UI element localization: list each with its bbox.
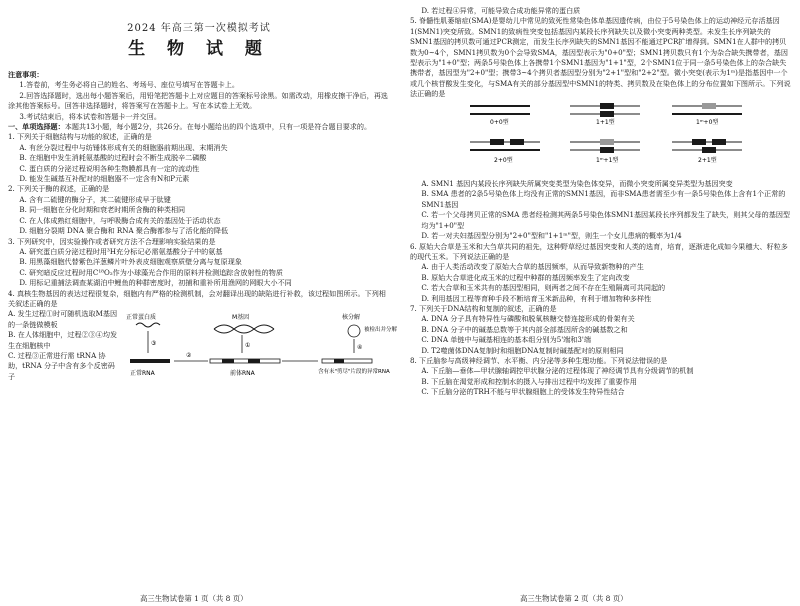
smn1-gene-block	[600, 111, 614, 117]
page-2-footer: 高三生物试卷第 2 页（共 8 页）	[520, 594, 628, 603]
smn1-genotype-diagram	[410, 100, 792, 176]
section-intro	[8, 122, 390, 132]
question-7-option-d: D. T2噬菌体DNA复制时和细胞DNA复制时碱基配对的原则相同	[421, 345, 624, 355]
section-heading: 一、单项选择题：	[8, 122, 65, 132]
question-1-option-d: D. 能发生碱基互补配对的细胞器不一定含有N和P元素	[19, 174, 190, 184]
question-5-option-a: A. SMN1 基因内某段长序列缺失所属突变类型为染色体变异，而微小突变所属变异类型为基因突变	[421, 179, 733, 189]
dna-helix-strand-1	[214, 325, 274, 333]
question-5-option-b: B. SMA 患者的2条5号染色体上均没有正常的SMN1基因，而非SMA患者需至少有一条5号染色体上含有1个正常的SMN1基因	[421, 189, 786, 209]
question-7-option-c: C. DNA 单链中与碱基相连的基本组分别为5'端和3'端	[421, 335, 591, 345]
protein-chain-shape	[136, 323, 160, 327]
genotype-label-1m1: 1ᵐ+1型	[596, 156, 619, 164]
question-5-option-c: C. 若一个父母拷贝正常的SMA 患者经检测其两条5号染色体SMN1基因某段长序列都发生了缺失，则其父母的基因型均为"1+0"型	[421, 210, 791, 230]
genotype-1m1	[570, 139, 640, 164]
question-6-option-b: B. 原始大合草进化成玉米的过程中种群的基因频率发生了定向改变	[421, 272, 630, 282]
diagram-label-normal-protein: 正常蛋白质	[126, 314, 157, 322]
question-3-option-c: C. 研究暗反应过程时用C¹⁸O₂作为小球藻光合作用的原料并检测追踪含放射性的物质	[19, 267, 283, 277]
left-column	[8, 6, 398, 389]
genotype-label-00: 0+0型	[490, 118, 509, 126]
question-3-option-a: A. 研究蛋白质分泌过程时用³H充分标记必需氨基酸分子中的氨基	[19, 246, 223, 256]
notice-item: 1.答卷前，考生务必将自己的姓名、考场号、座位号填写在答题卡上。	[19, 80, 239, 90]
question-1-option-c: C. 蛋白质的分泌过程说明各种生物膜都具有一定的流动性	[19, 163, 200, 173]
question-8-option-b: B. 下丘脑在渴觉形成和控制水的摄入与排出过程中均发挥了重要作用	[421, 376, 637, 386]
dna-helix-strand-2	[214, 325, 274, 333]
diagram-label-normal-rna: 正常RNA	[130, 370, 155, 378]
genotype-00	[470, 106, 530, 126]
genotype-label-1m0: 1ᵐ+0型	[696, 118, 719, 126]
exam-subject: 生 物 试 题	[128, 39, 270, 59]
question-6-option-a: A. 由于人类活动改变了原始大合草的基因频率，从而导致新物种的产生	[421, 262, 644, 272]
question-1-stem: 1. 下列关于细胞结构与功能的叙述，正确的是	[8, 132, 152, 142]
question-3-stem: 3. 下列研究中，因实验操作或者研究方法不合理影响实验结果的是	[8, 236, 216, 246]
section-text: 本题共13小题，每小题2分，共26分。在每小题给出的四个选项中，只有一项是符合题目要求的。	[64, 122, 372, 132]
smn1-gene-block	[692, 139, 706, 145]
genotype-label-11: 1+1型	[596, 118, 615, 126]
diagram-step-3: ③	[151, 340, 157, 348]
nucleus-circle	[348, 325, 360, 337]
smn1-gene-block	[702, 147, 716, 153]
question-8-option-a: A. 下丘脑—垂体—甲状腺轴调控甲状腺分泌的过程体现了神经调节具有分级调节的机制	[421, 366, 694, 376]
question-6-option-d: D. 利用基因工程等育种手段不断培育玉米新品种，有利于增加物种多样性	[421, 293, 652, 303]
diagram-label-abnormal-rna: 含有未"剪尽"片段的异常RNA	[318, 369, 390, 376]
question-8-option-c: C. 下丘脑分泌的TRH不能与甲状腺细胞上的受体发生特异性结合	[421, 387, 625, 397]
question-4-option-d: D. 若过程④异常，可能导致合成功能异常的蛋白质	[421, 6, 581, 15]
pre-rna-exon	[222, 359, 234, 363]
question-6-option-c: C. 若大合草和玉米共有的基因型相同，则两者之间不存在生殖隔离可共同起的	[421, 283, 666, 293]
genotype-21	[672, 139, 742, 164]
diagram-label-pre-rna: 前体RNA	[230, 370, 255, 378]
genotype-label-20: 2+0型	[494, 156, 513, 164]
question-4-block	[8, 309, 398, 389]
smn1-gene-block	[712, 139, 726, 145]
notice-heading: 注意事项：	[8, 70, 44, 79]
diagram-step-4: ④	[357, 344, 363, 352]
abnormal-rna-exon	[334, 359, 344, 363]
genotype-11	[570, 103, 640, 126]
question-5-option-d: D. 若一对夫妇基因型分别为"2+0"型和"1+1ᵐ"型，则生一个女儿患病的概率为1/4	[421, 231, 682, 241]
question-4-option-a: A. 发生过程①时可随机选取M基因的一条链做模板	[8, 309, 118, 329]
pre-rna-bar	[210, 359, 280, 363]
question-4-stem: 4. 真核生物基因的表达过程很复杂，细胞内有严格的检测机制，会对翻译出现的缺陷进行补救，该过程如图所示。下列相关叙述正确的是	[8, 288, 386, 308]
question-5-stem: 5. 脊髓性肌萎缩症(SMA)是婴幼儿中常见的致死性常染色体单基因遗传病，由位于5号染色体上的运动神经元存活基因1(SMN1)突变所致。SMN1的致病性突变包括基因内某段长序列缺失以及微小突变两种类型。未发生长序列缺失的SMN1基因的拷贝数可通过PCR测定，而发生长序列缺失的SMN1基因不能通过PCR扩增得到。SMN1在人群中的拷贝数为0~4个，SMN1拷贝数为0个会导致SMA，基因型表示为"0+0"型；SMN1拷贝数只有1个为杂合缺失携带者，基因型表示为"1+0"型；两条5号染色体上各携带1个SMN1基因为"1+1"型，2个SMN1位于同一条5号染色体上的杂合缺失携带者，基因型为"2+0"型；携带3~4个拷贝者基因型分别为"2+1"型和"2+2"型。微小突变(表示为1ᵐ)是指基因中一个或几个核苷酸发生变化，与SMA有关的部分基因型中SMN1的特类、拷贝数及在染色体上的分布位置如下图所示。下列说法正确的是	[410, 16, 791, 99]
question-4-option-c: C. 过程③正常进行需 tRNA 协助，tRNA 分子中含有多个反密码子	[8, 350, 115, 381]
notice-item: 3.考试结束后，将本试卷和答题卡一并交回。	[19, 111, 161, 121]
question-1-option-b: B. 在细胞中发生消耗氨基酸的过程时会不断生成脱辛二磷酸	[19, 153, 207, 163]
question-2-option-a: A. 含有二硫键的酶分子，其二硫键形成早于肽键	[19, 194, 171, 204]
genotype-label-21: 2+1型	[698, 156, 717, 164]
question-7-option-b: B. DNA 分子中的碱基总数等于其内部全部基因所含的碱基数之和	[421, 324, 628, 334]
smn1-gene-block	[600, 147, 614, 153]
smn1-gene-block	[600, 103, 614, 109]
diagram-step-2: ②	[186, 352, 192, 360]
abnormal-rna-bar	[322, 359, 372, 363]
pre-rna-exon	[248, 359, 260, 363]
smn1-gene-block	[510, 139, 524, 145]
genotype-20	[470, 139, 540, 164]
diagram-step-1: ①	[245, 342, 251, 350]
question-7-option-a: A. DNA 分子具有特异性与磷酸和脱氧核糖交替连接形成的骨架有关	[421, 314, 635, 324]
exam-title: 2024 年高三第一次模拟考试	[127, 23, 271, 34]
smn1-mutant-block	[600, 139, 614, 145]
question-3-option-b: B. 用黑藻细胞代替紫色洋葱鳞片叶外表皮细胞观察质壁分离与复原现象	[19, 257, 242, 267]
notice-item: 2.回答选择题时，选出每小题答案后，用铅笔把答题卡上对应题目的答案标号涂黑。如需改动，用橡皮擦干净后，再选涂其他答案标号。回答非选择题时，将答案写在答题卡上。写在本试卷上无效。	[8, 90, 388, 111]
question-3-option-d: D. 用标记重捕法调查某湖泊中鲤鱼的种群密度时，初捕和重补所用渔网的网眼大小不同	[19, 278, 292, 288]
diagram-label-m-gene: M基因	[232, 314, 250, 322]
genotype-1m0	[672, 103, 742, 126]
smn1-gene-block	[490, 139, 504, 145]
question-4-options	[8, 309, 118, 382]
question-2-option-c: C. 在人体成熟红细胞中，与呼吸酶合成有关的基因处于活动状态	[19, 215, 221, 225]
diagram-label-nucleus: 核分解	[342, 314, 361, 322]
question-4-option-b: B. 在人体细胞中，过程②③④均发生在细胞核中	[8, 330, 118, 350]
question-1-option-a: A. 有丝分裂过程中与纺锤体形成有关的细胞器前期出现、末期消失	[19, 142, 228, 152]
right-column	[410, 6, 792, 398]
normal-rna-bar	[130, 359, 170, 363]
diagram-label-degraded: 被检出并分解	[364, 327, 398, 334]
smn1-mutant-block	[702, 103, 716, 109]
question-7-stem: 7. 下列关于DNA结构和复制的叙述，正确的是	[410, 303, 557, 313]
question-6-stem: 6. 原始大合草是玉米和大刍草共同的祖先，这种野草经过基因突变和人类的选育，培育，逐渐进化成如今果穗大、籽粒多的现代玉米。下列说法正确的是	[410, 241, 788, 261]
question-2-option-b: B. 同一细胞在分化时期和衰老时期所含酶的种类相同	[19, 205, 186, 215]
gene-expression-diagram	[122, 309, 398, 389]
page-1-footer: 高三生物试卷第 1 页（共 8 页）	[140, 594, 248, 603]
question-8-stem: 8. 下丘脑参与高级神经调节、水平衡、内分泌等多种生理功能。下列说法错误的是	[410, 355, 668, 365]
question-2-stem: 2. 下列关于酶的叙述，正确的是	[8, 184, 110, 194]
question-2-option-d: D. 细胞分裂期 DNA 聚合酶和 RNA 聚合酶都参与了活化能的降低	[19, 226, 229, 236]
